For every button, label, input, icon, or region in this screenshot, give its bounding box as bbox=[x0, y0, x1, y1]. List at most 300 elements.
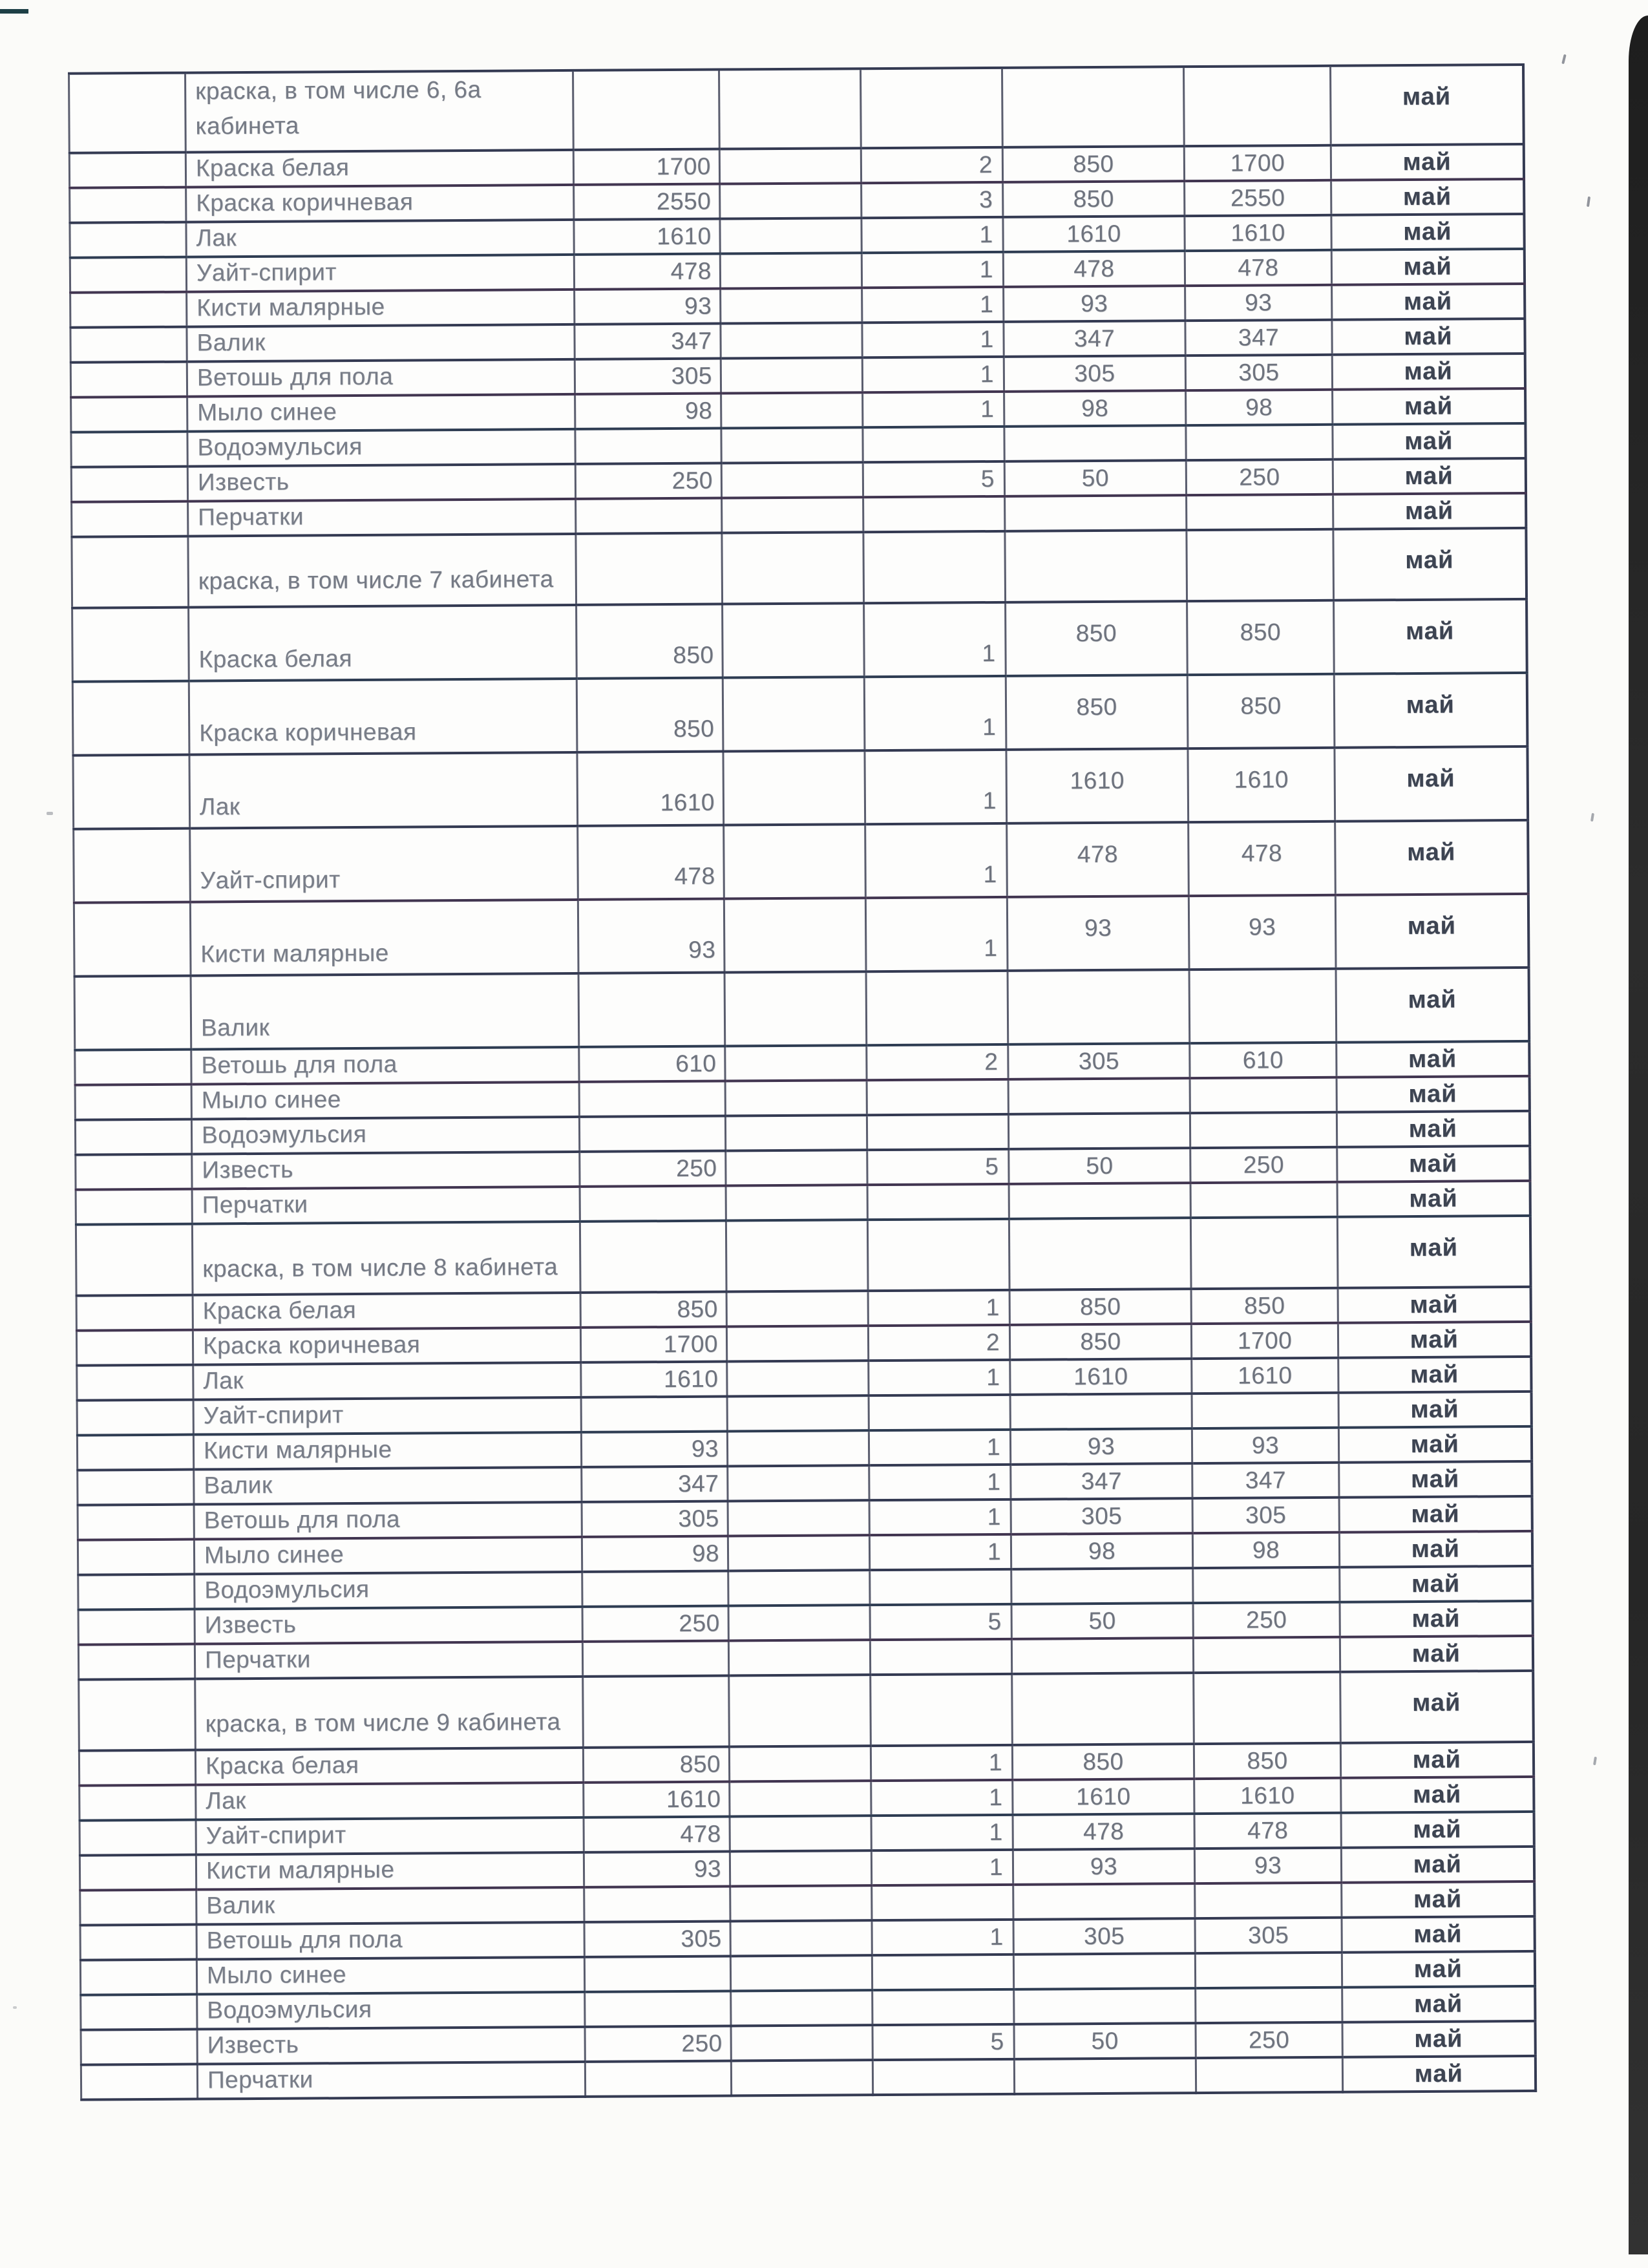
sum-cell bbox=[580, 1221, 726, 1293]
month-cell: май bbox=[1336, 1111, 1529, 1147]
month-cell: май bbox=[1340, 1742, 1533, 1778]
row-number-cell bbox=[80, 1890, 196, 1925]
row-number-cell bbox=[78, 1574, 195, 1610]
month-cell: май bbox=[1339, 1531, 1532, 1567]
month-cell: май bbox=[1330, 65, 1523, 145]
total-cell: 850 bbox=[1191, 1288, 1338, 1324]
blank-cell bbox=[727, 1395, 869, 1431]
quantity-cell: 1 bbox=[863, 392, 1004, 427]
row-number-cell bbox=[74, 976, 191, 1050]
item-name-cell: Перчатки bbox=[197, 2062, 585, 2099]
month-cell: май bbox=[1338, 1287, 1530, 1323]
row-number-cell bbox=[79, 1820, 196, 1856]
blank-cell bbox=[728, 1535, 869, 1571]
quantity-cell bbox=[863, 496, 1005, 532]
month-cell: май bbox=[1336, 1041, 1529, 1077]
month-cell: май bbox=[1331, 144, 1523, 180]
sum-cell: 478 bbox=[584, 1817, 730, 1852]
scan-corner-mark bbox=[0, 9, 28, 14]
blank-cell bbox=[724, 971, 867, 1046]
month-cell: май bbox=[1338, 1426, 1531, 1463]
total-cell: 98 bbox=[1192, 1532, 1339, 1568]
sum-cell: 98 bbox=[575, 394, 721, 429]
blank-cell bbox=[719, 69, 861, 149]
quantity-cell: 1 bbox=[868, 1290, 1009, 1326]
sum-cell: 1610 bbox=[581, 1362, 727, 1397]
item-name-cell: Известь bbox=[192, 1152, 580, 1189]
price-cell: 93 bbox=[1010, 1428, 1192, 1465]
blank-cell bbox=[720, 253, 861, 289]
item-name-cell: Уайт-спирит bbox=[196, 1818, 584, 1855]
row-number-cell bbox=[77, 1400, 193, 1436]
sum-cell: 305 bbox=[575, 359, 721, 394]
price-cell: 1610 bbox=[1013, 1779, 1194, 1815]
item-name-cell: Лак bbox=[196, 1783, 584, 1820]
sum-cell bbox=[582, 1641, 728, 1677]
total-cell: 478 bbox=[1194, 1813, 1341, 1849]
quantity-cell: 1 bbox=[864, 602, 1006, 677]
price-cell bbox=[1013, 1883, 1195, 1920]
month-cell: май bbox=[1341, 1777, 1534, 1813]
price-cell: 1610 bbox=[1006, 748, 1188, 823]
row-number-cell bbox=[79, 1785, 196, 1821]
total-cell bbox=[1187, 494, 1333, 530]
price-cell: 1610 bbox=[1003, 216, 1185, 252]
table-row bbox=[72, 673, 1527, 756]
blank-cell bbox=[722, 532, 864, 604]
blank-cell bbox=[721, 427, 863, 463]
total-cell bbox=[1189, 969, 1336, 1043]
row-number-cell bbox=[70, 292, 187, 328]
month-cell: май bbox=[1332, 284, 1525, 320]
total-cell bbox=[1192, 1393, 1338, 1428]
item-name-cell: Мыло синее bbox=[196, 1957, 584, 1995]
sum-cell: 850 bbox=[576, 678, 723, 752]
quantity-cell: 1 bbox=[862, 357, 1004, 392]
item-name-cell: Мыло синее bbox=[187, 394, 575, 432]
blank-cell bbox=[721, 392, 863, 428]
quantity-cell bbox=[867, 1219, 1009, 1291]
item-name-cell: Водоэмульсия bbox=[197, 1992, 585, 2030]
quantity-cell bbox=[863, 531, 1006, 603]
total-cell: 1610 bbox=[1192, 1358, 1338, 1394]
month-cell: май bbox=[1341, 1812, 1534, 1848]
section-header-row bbox=[76, 1216, 1530, 1296]
item-name-cell: Кисти малярные bbox=[193, 1432, 581, 1470]
price-cell bbox=[1008, 970, 1190, 1044]
month-cell: май bbox=[1337, 1146, 1530, 1182]
scan-artifact bbox=[47, 812, 53, 815]
quantity-cell bbox=[863, 427, 1004, 462]
blank-cell bbox=[726, 1291, 868, 1326]
row-number-cell bbox=[78, 1505, 194, 1540]
sum-cell: 478 bbox=[578, 825, 724, 900]
price-cell bbox=[1002, 67, 1185, 147]
blank-cell bbox=[726, 1185, 867, 1220]
blank-cell bbox=[731, 2060, 872, 2095]
table-row bbox=[73, 747, 1528, 829]
month-cell: май bbox=[1339, 1496, 1532, 1532]
price-cell: 850 bbox=[1006, 675, 1188, 750]
total-cell: 305 bbox=[1195, 1918, 1342, 1953]
item-name-cell: Перчатки bbox=[195, 1642, 582, 1679]
row-number-cell bbox=[81, 2064, 197, 2100]
price-cell: 305 bbox=[1004, 355, 1185, 392]
month-cell: май bbox=[1340, 1671, 1534, 1743]
month-cell: май bbox=[1333, 528, 1527, 600]
sum-cell bbox=[581, 1397, 727, 1432]
quantity-cell: 2 bbox=[861, 147, 1002, 183]
total-cell: 1610 bbox=[1194, 1778, 1341, 1814]
price-cell bbox=[1009, 1183, 1190, 1219]
month-cell: май bbox=[1341, 1847, 1534, 1883]
total-cell: 850 bbox=[1194, 1743, 1340, 1779]
sum-cell: 93 bbox=[578, 899, 724, 973]
item-name-cell: Ветошь для пола bbox=[191, 1047, 579, 1085]
section-header-row bbox=[72, 528, 1527, 608]
scan-edge-bar bbox=[1629, 16, 1648, 2254]
total-cell bbox=[1196, 2057, 1342, 2093]
price-cell: 50 bbox=[1009, 1148, 1190, 1184]
price-cell bbox=[1011, 1568, 1193, 1604]
month-cell: май bbox=[1332, 319, 1525, 355]
row-number-cell bbox=[76, 1189, 192, 1225]
row-number-cell bbox=[74, 902, 191, 977]
item-name-cell: Краска белая bbox=[193, 1293, 580, 1330]
row-number-cell bbox=[76, 1295, 193, 1331]
month-cell: май bbox=[1336, 1076, 1529, 1112]
quantity-cell: 1 bbox=[862, 322, 1004, 357]
quantity-cell: 1 bbox=[869, 1465, 1011, 1500]
section-header-label: краска, в том числе 8 кабинета bbox=[192, 1222, 580, 1295]
blank-cell bbox=[725, 1115, 867, 1150]
row-number-cell bbox=[73, 755, 190, 829]
quantity-cell: 5 bbox=[867, 1149, 1009, 1185]
quantity-cell: 1 bbox=[864, 676, 1006, 750]
quantity-cell: 1 bbox=[869, 1360, 1010, 1395]
expense-table bbox=[68, 63, 1537, 2101]
blank-cell bbox=[730, 1781, 871, 1816]
blank-cell bbox=[730, 1885, 872, 1921]
total-cell: 1610 bbox=[1185, 215, 1331, 251]
sum-cell bbox=[579, 1116, 725, 1152]
quantity-cell: 1 bbox=[871, 1745, 1012, 1781]
blank-cell bbox=[725, 1045, 867, 1081]
quantity-cell: 1 bbox=[861, 252, 1003, 288]
expense-table-body bbox=[69, 65, 1536, 2100]
table-row bbox=[72, 599, 1527, 682]
sum-cell bbox=[583, 1676, 730, 1748]
item-name-cell: Ветошь для пола bbox=[187, 359, 575, 397]
quantity-cell bbox=[872, 2059, 1014, 2095]
month-cell: май bbox=[1337, 1216, 1530, 1288]
quantity-cell: 5 bbox=[870, 1604, 1011, 1640]
total-cell: 1700 bbox=[1184, 145, 1331, 181]
blank-cell bbox=[721, 323, 862, 359]
sum-cell: 1610 bbox=[577, 752, 724, 826]
sum-cell: 1700 bbox=[580, 1327, 726, 1362]
item-name-cell: Кисти малярные bbox=[196, 1852, 584, 1890]
total-cell bbox=[1190, 1077, 1336, 1113]
quantity-cell bbox=[871, 1674, 1013, 1746]
price-cell: 850 bbox=[1012, 1744, 1194, 1780]
sum-cell: 1610 bbox=[574, 219, 720, 255]
quantity-cell: 3 bbox=[861, 182, 1003, 218]
month-cell: май bbox=[1333, 423, 1525, 460]
blank-cell bbox=[728, 1570, 870, 1606]
row-number-cell bbox=[70, 362, 187, 397]
quantity-cell: 1 bbox=[872, 1920, 1013, 1955]
price-cell: 850 bbox=[1009, 1324, 1191, 1360]
quantity-cell bbox=[872, 1955, 1013, 1990]
quantity-cell bbox=[867, 1114, 1008, 1150]
quantity-cell bbox=[866, 971, 1008, 1045]
item-name-cell: Уайт-спирит bbox=[193, 1397, 581, 1435]
price-cell bbox=[1014, 1988, 1196, 2024]
month-cell: май bbox=[1334, 673, 1527, 748]
price-cell: 478 bbox=[1003, 251, 1185, 287]
sum-cell: 2550 bbox=[574, 184, 720, 220]
row-number-cell bbox=[70, 327, 187, 363]
month-cell: май bbox=[1339, 1461, 1532, 1498]
price-cell: 347 bbox=[1004, 321, 1185, 357]
blank-cell bbox=[720, 184, 861, 219]
month-cell: май bbox=[1337, 1181, 1530, 1217]
total-cell: 250 bbox=[1196, 2022, 1342, 2058]
total-cell: 93 bbox=[1192, 1428, 1338, 1463]
blank-cell bbox=[728, 1500, 869, 1536]
blank-cell bbox=[725, 1080, 867, 1116]
item-name-cell: Лак bbox=[186, 220, 574, 257]
price-cell: 93 bbox=[1013, 1849, 1194, 1885]
sum-cell bbox=[582, 1571, 728, 1607]
price-cell: 478 bbox=[1007, 822, 1189, 897]
row-number-cell bbox=[78, 1470, 194, 1505]
month-cell: май bbox=[1335, 747, 1528, 821]
sum-cell: 98 bbox=[582, 1536, 728, 1572]
item-name-cell: Кисти малярные bbox=[187, 290, 575, 327]
sum-cell: 850 bbox=[583, 1747, 729, 1783]
month-cell: май bbox=[1336, 968, 1529, 1043]
total-cell: 850 bbox=[1187, 600, 1335, 675]
item-name-cell: Перчатки bbox=[188, 499, 576, 536]
price-cell: 347 bbox=[1011, 1463, 1192, 1500]
month-cell: май bbox=[1342, 1951, 1534, 1987]
total-cell bbox=[1195, 1953, 1342, 1988]
total-cell: 478 bbox=[1185, 250, 1331, 286]
item-name-cell: Водоэмульсия bbox=[191, 1117, 579, 1154]
blank-cell bbox=[721, 358, 862, 394]
row-number-cell bbox=[76, 1330, 193, 1366]
item-name-cell: Водоэмульсия bbox=[195, 1572, 582, 1609]
month-cell: май bbox=[1335, 820, 1528, 895]
price-cell bbox=[1008, 1113, 1190, 1149]
item-name-cell: Валик bbox=[196, 1887, 584, 1925]
expense-table-sheet bbox=[68, 63, 1537, 2101]
scan-artifact bbox=[1587, 196, 1590, 207]
blank-cell bbox=[723, 750, 865, 825]
total-cell bbox=[1194, 1672, 1341, 1744]
row-number-cell bbox=[71, 432, 187, 467]
sum-cell bbox=[584, 1956, 730, 1992]
row-number-cell bbox=[79, 1679, 196, 1751]
total-cell: 347 bbox=[1192, 1463, 1339, 1498]
sum-cell: 93 bbox=[575, 289, 721, 324]
blank-cell bbox=[729, 1675, 871, 1746]
blank-cell bbox=[724, 824, 866, 898]
price-cell bbox=[1008, 1078, 1190, 1114]
total-cell: 850 bbox=[1187, 674, 1335, 748]
section-header-row bbox=[69, 65, 1524, 153]
row-number-cell bbox=[78, 1644, 195, 1680]
quantity-cell: 1 bbox=[869, 1500, 1011, 1535]
quantity-cell: 1 bbox=[865, 750, 1007, 824]
row-number-cell bbox=[70, 222, 186, 258]
sum-cell: 93 bbox=[584, 1852, 730, 1887]
total-cell: 250 bbox=[1190, 1147, 1337, 1183]
sum-cell bbox=[585, 1991, 731, 2027]
item-name-cell: Краска коричневая bbox=[186, 185, 574, 222]
row-number-cell bbox=[72, 502, 188, 537]
row-number-cell bbox=[80, 1925, 196, 1960]
quantity-cell: 2 bbox=[868, 1325, 1009, 1361]
month-cell: май bbox=[1333, 458, 1525, 494]
quantity-cell: 5 bbox=[863, 461, 1004, 497]
row-number-cell bbox=[70, 257, 186, 293]
item-name-cell: Ветошь для пола bbox=[196, 1922, 584, 1960]
month-cell: май bbox=[1342, 1916, 1534, 1953]
price-cell: 1610 bbox=[1010, 1359, 1192, 1395]
blank-cell bbox=[719, 149, 861, 184]
price-cell bbox=[1009, 1218, 1191, 1290]
price-cell: 93 bbox=[1004, 286, 1185, 322]
sum-cell: 850 bbox=[576, 604, 723, 679]
sum-cell: 305 bbox=[582, 1501, 728, 1537]
blank-cell bbox=[726, 1150, 867, 1185]
quantity-cell: 2 bbox=[867, 1044, 1008, 1080]
total-cell: 347 bbox=[1185, 320, 1332, 355]
quantity-cell: 1 bbox=[862, 287, 1004, 323]
row-number-cell bbox=[71, 467, 187, 502]
total-cell: 2550 bbox=[1185, 180, 1331, 216]
sum-cell bbox=[585, 2061, 731, 2097]
item-name-cell: Мыло синее bbox=[194, 1537, 582, 1574]
item-name-cell: Краска коричневая bbox=[189, 679, 577, 755]
total-cell bbox=[1196, 1987, 1342, 2023]
blank-cell bbox=[723, 677, 865, 751]
blank-cell bbox=[720, 218, 861, 254]
row-number-cell bbox=[77, 1365, 193, 1401]
item-name-cell: Известь bbox=[187, 464, 575, 502]
total-cell bbox=[1193, 1637, 1340, 1673]
scan-artifact bbox=[13, 2006, 17, 2009]
sum-cell bbox=[575, 429, 721, 464]
total-cell: 98 bbox=[1186, 390, 1333, 425]
sum-cell: 347 bbox=[575, 324, 721, 359]
quantity-cell: 1 bbox=[865, 897, 1008, 971]
blank-cell bbox=[728, 1605, 870, 1640]
quantity-cell bbox=[870, 1639, 1011, 1675]
price-cell: 50 bbox=[1004, 460, 1186, 496]
scan-artifact bbox=[1590, 813, 1594, 821]
month-cell: май bbox=[1338, 1357, 1531, 1393]
quantity-cell bbox=[872, 1989, 1014, 2025]
row-number-cell bbox=[69, 153, 185, 188]
quantity-cell: 5 bbox=[872, 2024, 1014, 2060]
row-number-cell bbox=[75, 1119, 191, 1155]
sum-cell: 1610 bbox=[584, 1782, 730, 1818]
sum-cell: 250 bbox=[582, 1606, 728, 1642]
blank-cell bbox=[721, 288, 862, 324]
table-row bbox=[74, 894, 1528, 977]
total-cell: 250 bbox=[1193, 1602, 1340, 1638]
item-name-cell: Краска белая bbox=[185, 150, 573, 187]
quantity-cell: 1 bbox=[865, 823, 1008, 898]
total-cell bbox=[1195, 1883, 1342, 1918]
item-name-cell: Кисти малярные bbox=[190, 900, 578, 976]
price-cell: 850 bbox=[1003, 181, 1185, 217]
month-cell: май bbox=[1331, 249, 1524, 285]
row-number-cell bbox=[70, 187, 186, 223]
quantity-cell: 1 bbox=[869, 1430, 1010, 1465]
row-number-cell bbox=[71, 397, 187, 432]
scan-artifact bbox=[1593, 1757, 1597, 1765]
item-name-cell: Ветошь для пола bbox=[194, 1502, 582, 1540]
row-number-cell bbox=[80, 1960, 196, 1995]
quantity-cell: 1 bbox=[871, 1850, 1013, 1885]
month-cell: май bbox=[1338, 1392, 1531, 1428]
sum-cell: 250 bbox=[585, 2026, 731, 2062]
price-cell: 50 bbox=[1014, 2023, 1196, 2059]
item-name-cell: Уайт-спирит bbox=[190, 826, 578, 902]
total-cell bbox=[1190, 1182, 1337, 1218]
item-name-cell: Уайт-спирит bbox=[186, 255, 574, 292]
price-cell: 305 bbox=[1013, 1918, 1195, 1955]
quantity-cell bbox=[867, 1079, 1008, 1115]
item-name-cell: Лак bbox=[193, 1362, 581, 1400]
row-number-cell bbox=[76, 1154, 192, 1190]
item-name-cell: Валик bbox=[187, 324, 575, 362]
sum-cell: 850 bbox=[580, 1292, 726, 1328]
month-cell: май bbox=[1333, 493, 1526, 529]
quantity-cell bbox=[867, 1184, 1009, 1220]
table-row bbox=[74, 968, 1529, 1050]
sum-cell: 250 bbox=[575, 463, 721, 499]
month-cell: май bbox=[1340, 1636, 1532, 1672]
price-cell: 305 bbox=[1008, 1043, 1190, 1079]
blank-cell bbox=[731, 2025, 872, 2061]
row-number-cell bbox=[72, 681, 189, 756]
month-cell: май bbox=[1332, 354, 1525, 390]
price-cell: 93 bbox=[1007, 896, 1189, 971]
row-number-cell bbox=[72, 608, 189, 682]
blank-cell bbox=[727, 1361, 869, 1396]
item-name-cell: Известь bbox=[195, 1607, 582, 1644]
blank-cell bbox=[730, 1955, 872, 1991]
price-cell: 850 bbox=[1002, 146, 1184, 182]
item-name-cell: Краска коричневая bbox=[193, 1328, 580, 1365]
quantity-cell: 1 bbox=[871, 1815, 1013, 1850]
price-cell: 305 bbox=[1011, 1498, 1192, 1534]
month-cell: май bbox=[1331, 214, 1524, 250]
section-header-label: краска, в том числе 7 кабинета bbox=[188, 534, 576, 608]
sum-cell bbox=[576, 533, 723, 605]
row-number-cell bbox=[81, 1995, 197, 2030]
sum-cell: 93 bbox=[581, 1432, 727, 1467]
quantity-cell bbox=[861, 68, 1003, 149]
item-name-cell: Известь bbox=[197, 2027, 585, 2064]
total-cell bbox=[1184, 66, 1331, 147]
